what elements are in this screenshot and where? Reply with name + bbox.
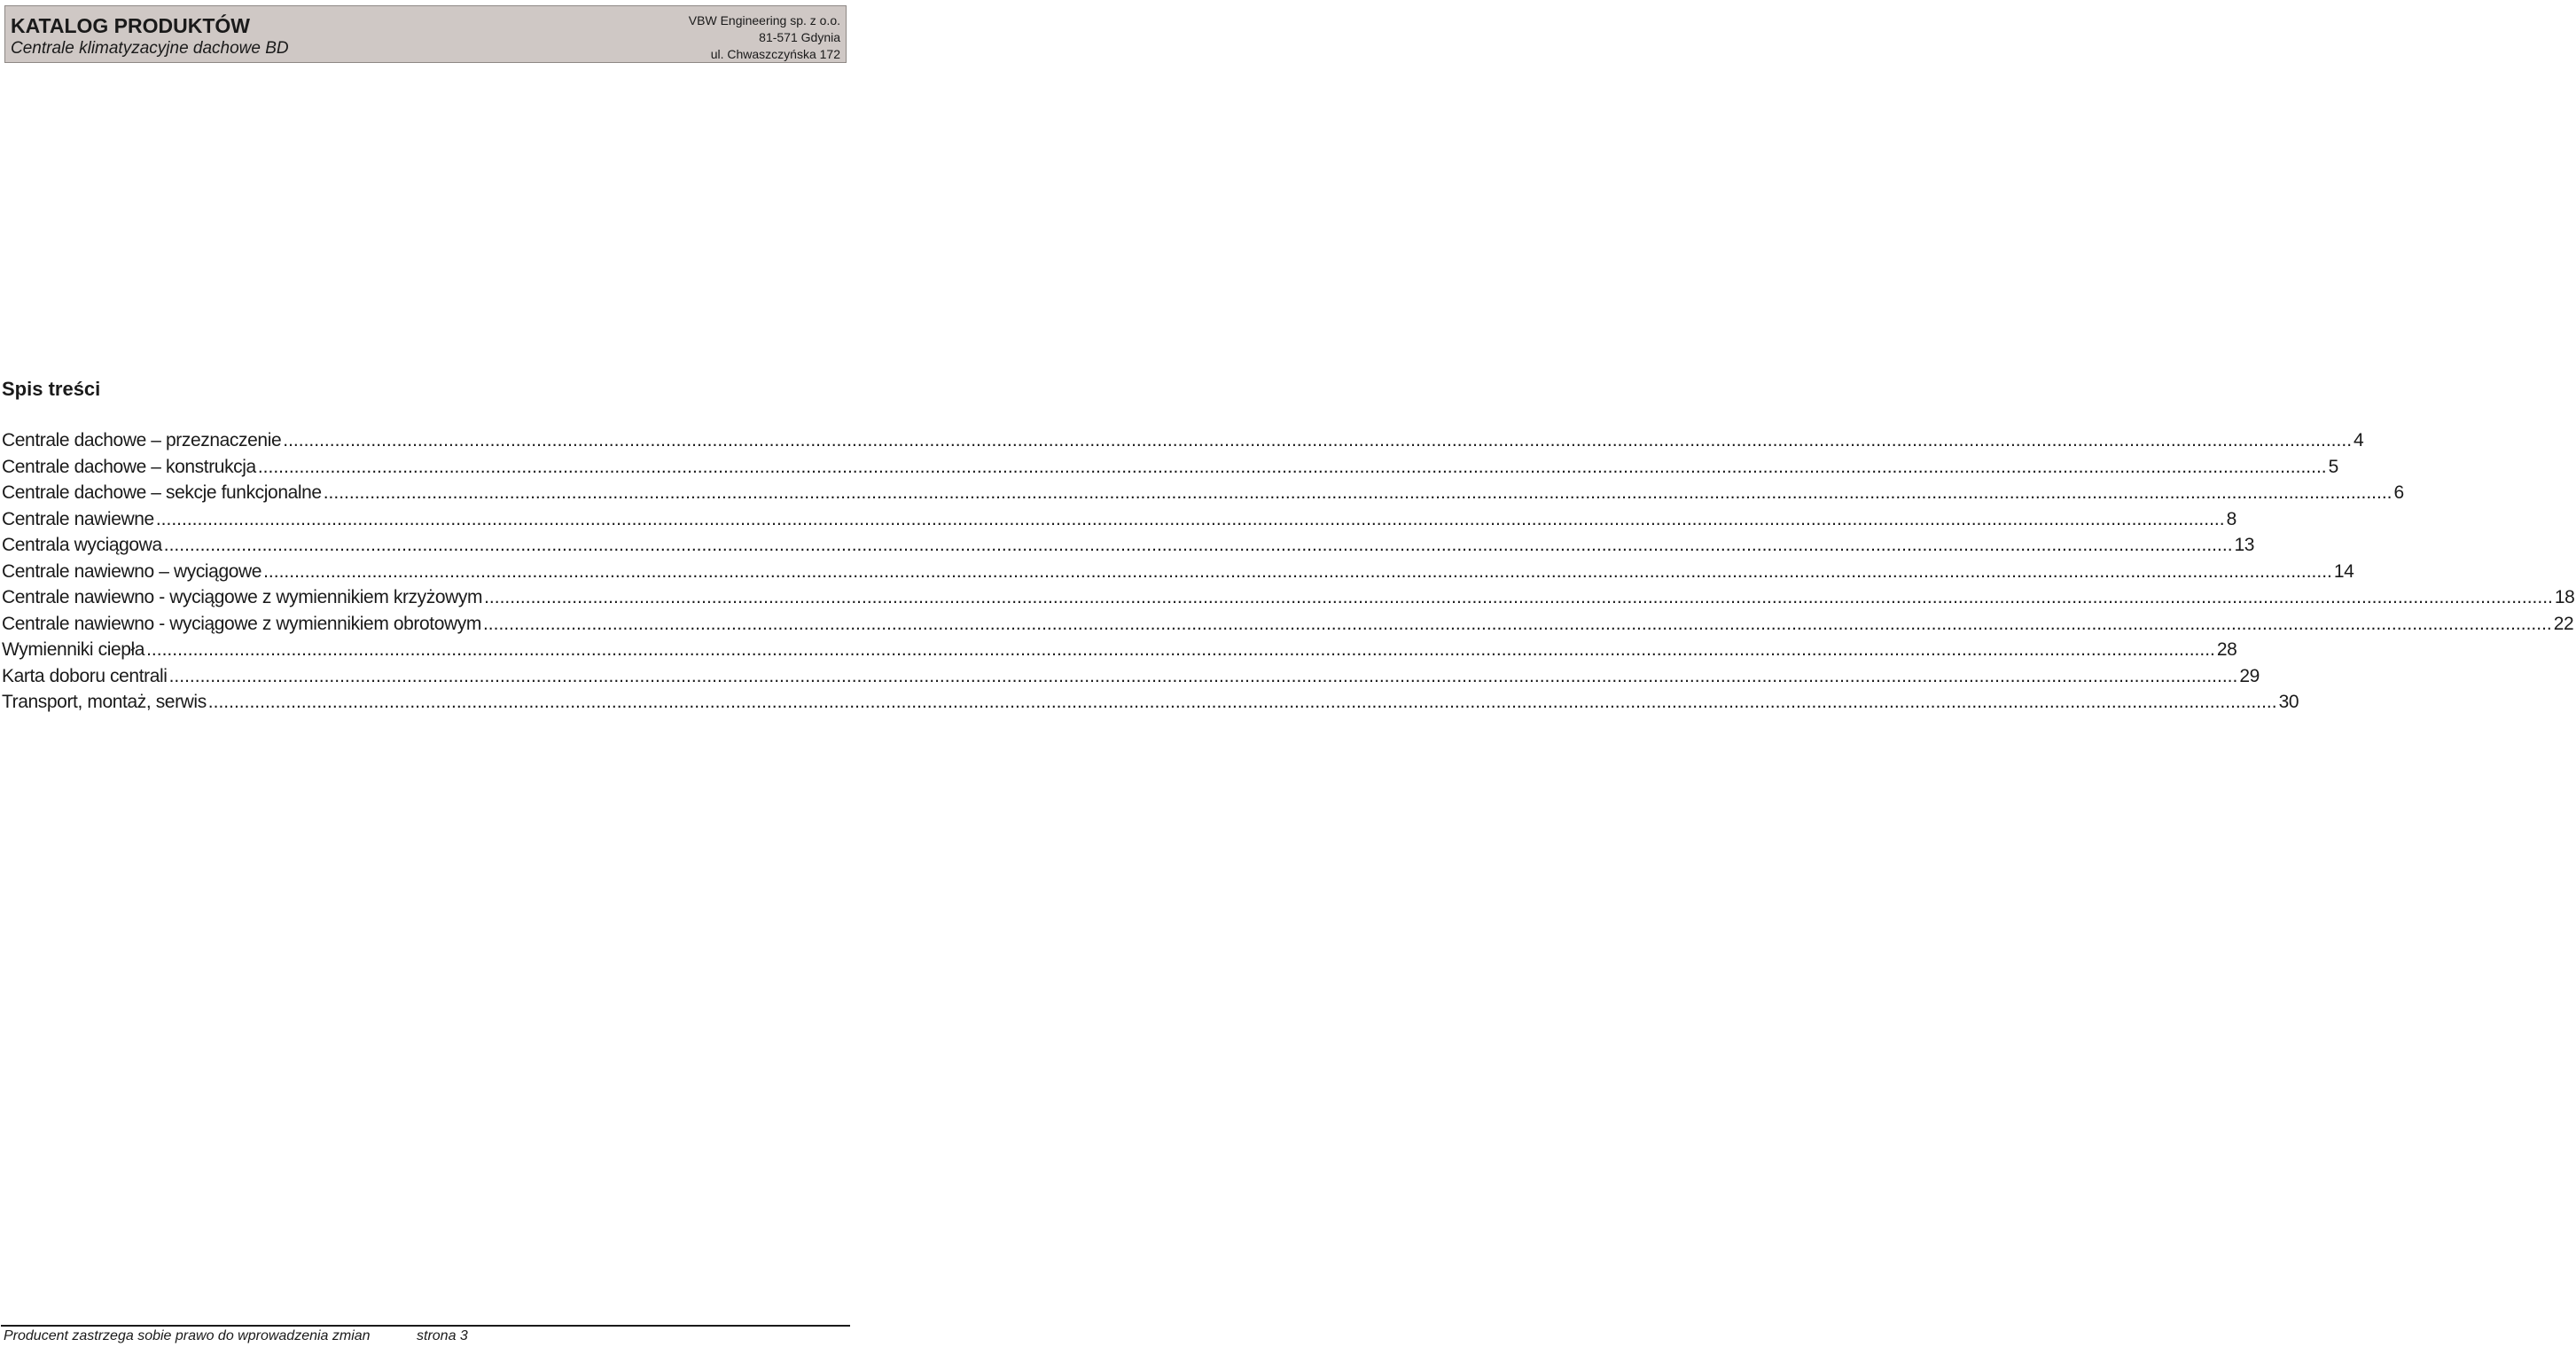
toc-entry[interactable] bbox=[2, 611, 2574, 638]
toc-entry-label: Centrale nawiewno - wyciągowe z wymiennikiem krzyżowym bbox=[2, 587, 483, 607]
toc-entry-page: 4 bbox=[2354, 430, 2364, 450]
toc-leader-dots: ................................................................................................................................................................................................................................................................................................................................................................................................................ bbox=[257, 456, 2327, 477]
toc-leader-dots: ................................................................................................................................................................................................................................................................................................................................................................................................................ bbox=[168, 665, 2238, 686]
toc-leader-dots: ................................................................................................................................................................................................................................................................................................................................................................................................................ bbox=[146, 639, 2215, 660]
toc-entry[interactable] bbox=[2, 584, 2575, 611]
company-street: ul. Chwaszczyńska 172 bbox=[710, 47, 840, 61]
toc-entry-page: 13 bbox=[2234, 535, 2255, 555]
toc-entry[interactable] bbox=[2, 427, 2364, 454]
toc-leader-dots: ................................................................................................................................................................................................................................................................................................................................................................................................................ bbox=[263, 560, 2332, 582]
toc-entry[interactable] bbox=[2, 689, 2299, 716]
toc-entry-page: 8 bbox=[2226, 508, 2236, 529]
footer-disclaimer: Producent zastrzega sobie prawo do wprowadzenia zmian bbox=[4, 1328, 371, 1343]
toc-entry-label: Centrale dachowe – przeznaczenie bbox=[2, 430, 282, 450]
table-of-contents bbox=[2, 427, 2575, 716]
toc-entry-label: Wymienniki ciepła bbox=[2, 639, 145, 660]
toc-entry-label: Centrale nawiewne bbox=[2, 508, 154, 529]
toc-leader-dots: ................................................................................................................................................................................................................................................................................................................................................................................................................ bbox=[283, 430, 2353, 450]
toc-entry[interactable] bbox=[2, 454, 2338, 481]
toc-entry-page: 6 bbox=[2393, 482, 2404, 503]
toc-leader-dots: ................................................................................................................................................................................................................................................................................................................................................................................................................ bbox=[163, 535, 2233, 555]
catalog-subtitle: Centrale klimatyzacyjne dachowe BD bbox=[11, 39, 289, 58]
toc-entry-page: 5 bbox=[2328, 456, 2338, 477]
toc-leader-dots: ................................................................................................................................................................................................................................................................................................................................................................................................................ bbox=[155, 508, 2225, 529]
toc-entry-label: Centrale dachowe – sekcje funkcjonalne bbox=[2, 482, 322, 503]
toc-entry[interactable] bbox=[2, 480, 2404, 506]
footer-divider bbox=[1, 1325, 850, 1327]
footer-page-number: strona 3 bbox=[417, 1328, 468, 1343]
page-header bbox=[4, 5, 847, 63]
toc-entry[interactable] bbox=[2, 506, 2236, 533]
toc-leader-dots: ................................................................................................................................................................................................................................................................................................................................................................................................................ bbox=[207, 692, 2277, 712]
toc-entry-label: Karta doboru centrali bbox=[2, 665, 168, 686]
toc-entry-page: 30 bbox=[2278, 692, 2299, 712]
toc-entry[interactable] bbox=[2, 637, 2237, 663]
toc-entry-label: Centrala wyciągowa bbox=[2, 535, 162, 555]
toc-entry-page: 14 bbox=[2333, 560, 2354, 582]
toc-entry-page: 29 bbox=[2239, 665, 2260, 686]
toc-entry-label: Centrale nawiewno – wyciągowe bbox=[2, 560, 262, 582]
toc-entry-label: Centrale nawiewno - wyciągowe z wymiennikiem obrotowym bbox=[2, 613, 481, 634]
toc-heading: Spis treści bbox=[2, 378, 101, 400]
toc-entry[interactable] bbox=[2, 532, 2255, 559]
company-name: VBW Engineering sp. z o.o. bbox=[688, 13, 840, 27]
toc-leader-dots: ................................................................................................................................................................................................................................................................................................................................................................................................................ bbox=[484, 587, 2553, 607]
company-city: 81-571 Gdynia bbox=[759, 30, 840, 44]
toc-entry-label: Transport, montaż, serwis bbox=[2, 692, 207, 712]
toc-leader-dots: ................................................................................................................................................................................................................................................................................................................................................................................................................ bbox=[482, 613, 2552, 634]
toc-entry[interactable] bbox=[2, 663, 2260, 690]
toc-entry-page: 18 bbox=[2554, 587, 2575, 607]
toc-entry[interactable] bbox=[2, 559, 2354, 585]
toc-entry-page: 28 bbox=[2216, 639, 2237, 660]
toc-entry-page: 22 bbox=[2553, 613, 2574, 634]
catalog-title: KATALOG PRODUKTÓW bbox=[11, 14, 251, 37]
toc-entry-label: Centrale dachowe – konstrukcja bbox=[2, 456, 256, 477]
toc-leader-dots: ................................................................................................................................................................................................................................................................................................................................................................................................................ bbox=[323, 482, 2393, 503]
